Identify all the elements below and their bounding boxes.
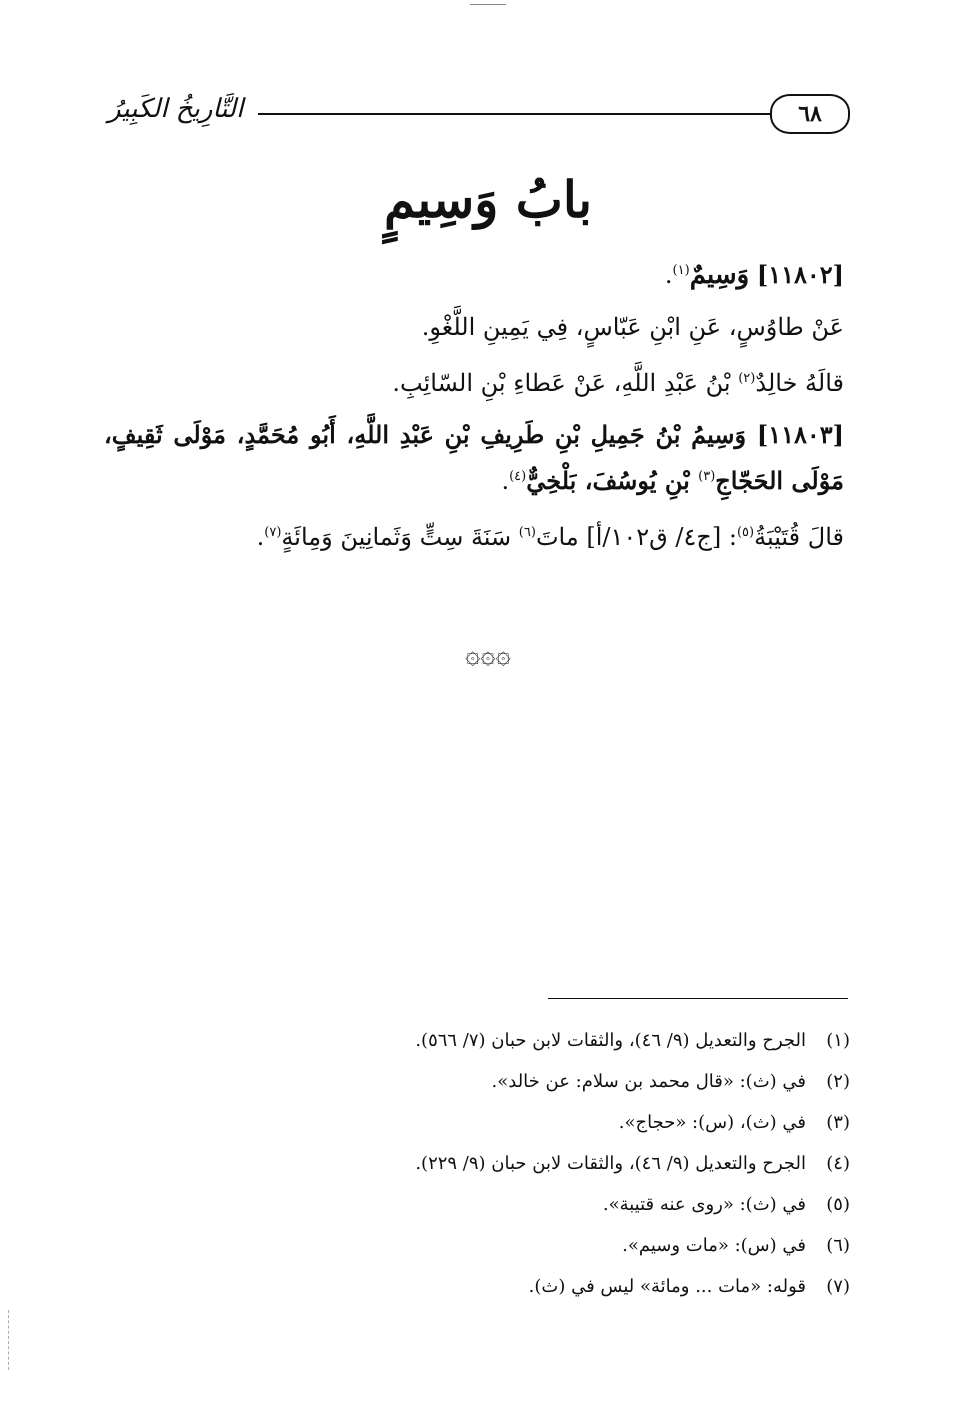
- chapter-title: بابُ وَسِيمٍ: [383, 170, 593, 229]
- footnote-number: (٣): [826, 1112, 850, 1133]
- footnote-ref-3[interactable]: (٣): [698, 469, 716, 484]
- footnote-number: (٤): [826, 1153, 850, 1174]
- footnote-text: في (ث): «روى عنه قتيبة».: [602, 1194, 806, 1215]
- page-header: [108, 86, 850, 138]
- text-span: سَنَةَ سِتٍّ وَثَمانِينَ وَمِائَةٍ: [281, 523, 519, 551]
- footnote-text: الجرح والتعديل (٩/ ٤٦)، والثقات لابن حبان (٧/ ٥٦٦).: [415, 1030, 806, 1051]
- entry-number: [١١٨٠٢]: [756, 260, 844, 289]
- entry-11802-line: عَنْ طاوُسٍ، عَنِ ابْنِ عَبّاسٍ، فِي يَمِينِ اللَّغْوِ.: [421, 313, 844, 341]
- footnote-number: (١): [826, 1030, 850, 1051]
- entry-11802-line: [104, 358, 844, 404]
- header-rule: [258, 113, 772, 115]
- section-ornament-icon: ۞۞۞: [465, 640, 511, 670]
- footnote-text: في (ث): «قال محمد بن سلام: عن خالد».: [491, 1071, 806, 1092]
- footnotes: [250, 1020, 850, 1307]
- footnote-number: (٥): [826, 1194, 850, 1215]
- entry-number: [١١٨٠٣]: [756, 420, 844, 449]
- footnote-ref-2[interactable]: (٢): [738, 371, 756, 386]
- narrator-name: بْنِ يُوسُفَ، بَلْخِيٌّ: [526, 466, 699, 495]
- footnote-number: (٧): [826, 1276, 850, 1297]
- running-title: التَّارِيخُ الكَبِيرُ: [108, 94, 244, 124]
- footnote-item: [250, 1184, 850, 1225]
- punctuation: .: [256, 523, 265, 551]
- narrator-name: وَسِيمٌ: [689, 260, 750, 290]
- text-span: قالَ قُتَيْبَةُ: [754, 523, 844, 551]
- page-number-badge: [770, 94, 850, 134]
- footnote-number: (٦): [826, 1235, 850, 1256]
- footnote-item: [250, 1266, 850, 1307]
- footnote-item: [250, 1020, 850, 1061]
- text-span: بْنُ عَبْدِ اللَّهِ، عَنْ عَطاءِ بْنِ السّائِبِ.: [392, 369, 739, 397]
- text-span: قالَهُ خالِدٌ: [755, 369, 844, 397]
- footnote-ref-6[interactable]: (٦): [518, 525, 536, 540]
- scan-mark: [470, 4, 506, 5]
- entry-11803-heading: [104, 414, 844, 502]
- punctuation: .: [501, 467, 510, 495]
- entry-11803-line: [104, 512, 844, 558]
- footnote-item: [250, 1225, 850, 1266]
- footnote-item: [250, 1102, 850, 1143]
- narrator-name: وَسِيمُ بْنُ جَمِيلِ بْنِ طَرِيفِ بْنِ عَبْدِ اللَّهِ، أَبُو مُحَمَّدٍ، مَوْلَى ثَقِيفٍ، مَوْلَى الحَجّاجِ: [104, 420, 844, 495]
- footnote-separator: [548, 998, 848, 999]
- page-number: ٦٨: [798, 101, 822, 127]
- footnote-ref-4[interactable]: (٤): [509, 469, 527, 484]
- footnote-text: قوله: «مات ... ومائة» ليس في (ث).: [528, 1276, 806, 1297]
- footnote-text: الجرح والتعديل (٩/ ٤٦)، والثقات لابن حبان (٩/ ٢٢٩).: [415, 1153, 806, 1174]
- footnote-ref-5[interactable]: (٥): [736, 525, 755, 540]
- body-text: [104, 250, 844, 568]
- scan-mark: [8, 1310, 9, 1370]
- punctuation: .: [664, 261, 673, 289]
- footnote-number: (٢): [826, 1071, 850, 1092]
- text-span: : [ج٤/ ق١٠٢/أ] ماتَ: [535, 523, 737, 551]
- footnote-ref-1[interactable]: (١): [672, 263, 690, 278]
- footnote-ref-7[interactable]: (٧): [264, 525, 282, 540]
- footnote-text: في (س): «مات وسيم».: [622, 1235, 806, 1256]
- footnote-item: [250, 1143, 850, 1184]
- footnote-item: [250, 1061, 850, 1102]
- entry-11802-heading: [104, 250, 844, 296]
- footnote-text: في (ث)، (س): «حجاج».: [618, 1112, 806, 1133]
